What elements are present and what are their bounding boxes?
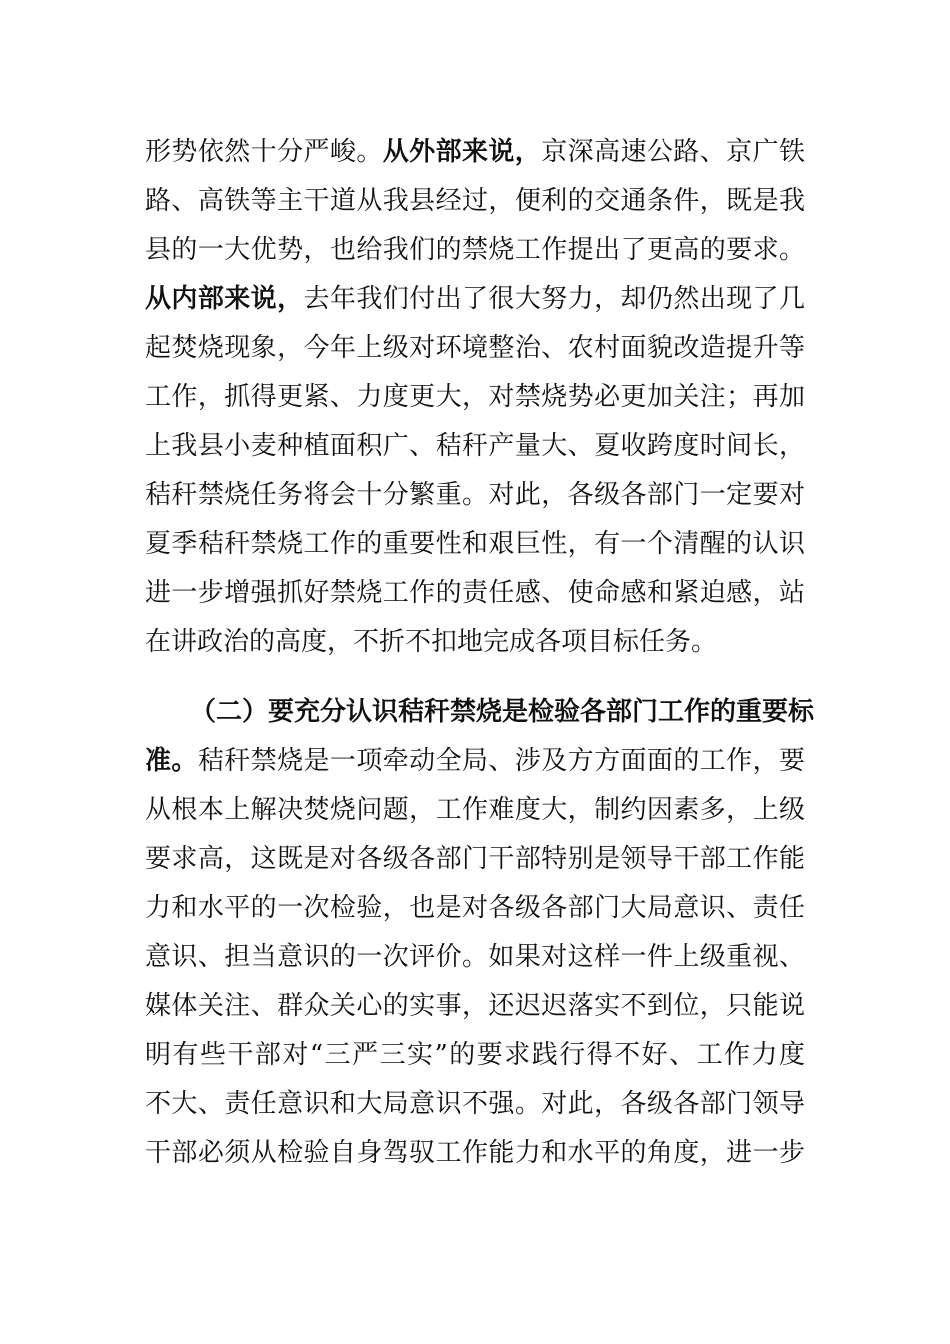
text-line: 明有些干部对“三严三实”的要求践行得不好、工作力度 <box>145 1040 805 1070</box>
bold-phrase: 从内部来说， <box>145 284 304 314</box>
text-run: 形势依然十分严峻。 <box>145 137 383 167</box>
bold-phrase: 准。 <box>145 746 198 776</box>
text-line: 媒体关注、群众关心的实事，还迟迟落实不到位，只能说 <box>145 991 805 1021</box>
text-line: 县的一大优势，也给我们的禁烧工作提出了更高的要求。 <box>145 235 805 265</box>
text-line: 在讲政治的高度，不折不扣地完成各项目标任务。 <box>145 627 718 657</box>
text-line: 上我县小麦种植面积广、秸秆产量大、夏收跨度时间长， <box>145 431 805 461</box>
text-line: 力和水平的一次检验，也是对各级各部门大局意识、责任 <box>145 893 805 923</box>
text-line: 干部必须从检验自身驾驭工作能力和水平的角度，进一步 <box>145 1138 805 1168</box>
text-run: 秸秆禁烧是一项牵动全局、涉及方方面面的工作，要 <box>197 746 805 776</box>
text-line: 要求高，这既是对各级各部门干部特别是领导干部工作能 <box>145 844 805 874</box>
bold-phrase: 从外部来说， <box>382 137 542 167</box>
text-line <box>145 127 805 177</box>
text-line: 起焚烧现象，今年上级对环境整治、农村面貌改造提升等 <box>145 333 805 363</box>
text-line: 工作，抓得更紧、力度更大，对禁烧势必更加关注；再加 <box>145 382 805 412</box>
text-line: 不大、责任意识和大局意识不强。对此，各级各部门领导 <box>145 1089 805 1119</box>
text-line: 意识、担当意识的一次评价。如果对这样一件上级重视、 <box>145 942 805 972</box>
text-line: 从根本上解决焚烧问题，工作难度大，制约因素多，上级 <box>145 795 805 825</box>
text-line: 夏季秸秆禁烧工作的重要性和艰巨性，有一个清醒的认识 <box>145 529 805 559</box>
text-run: 京深高速公路、京广铁 <box>541 137 805 167</box>
text-line: 路、高铁等主干道从我县经过，便利的交通条件，既是我 <box>145 186 805 216</box>
section-heading: （二）要充分认识秸秆禁烧是检验各部门工作的重要标 <box>190 697 815 727</box>
text-line: 秸秆禁烧任务将会十分繁重。对此，各级各部门一定要对 <box>145 480 805 510</box>
text-line <box>145 736 805 786</box>
text-line <box>145 274 805 324</box>
text-run: 去年我们付出了很大努力，却仍然出现了几 <box>303 284 805 314</box>
text-line: 进一步增强抓好禁烧工作的责任感、使命感和紧迫感，站 <box>145 578 805 608</box>
